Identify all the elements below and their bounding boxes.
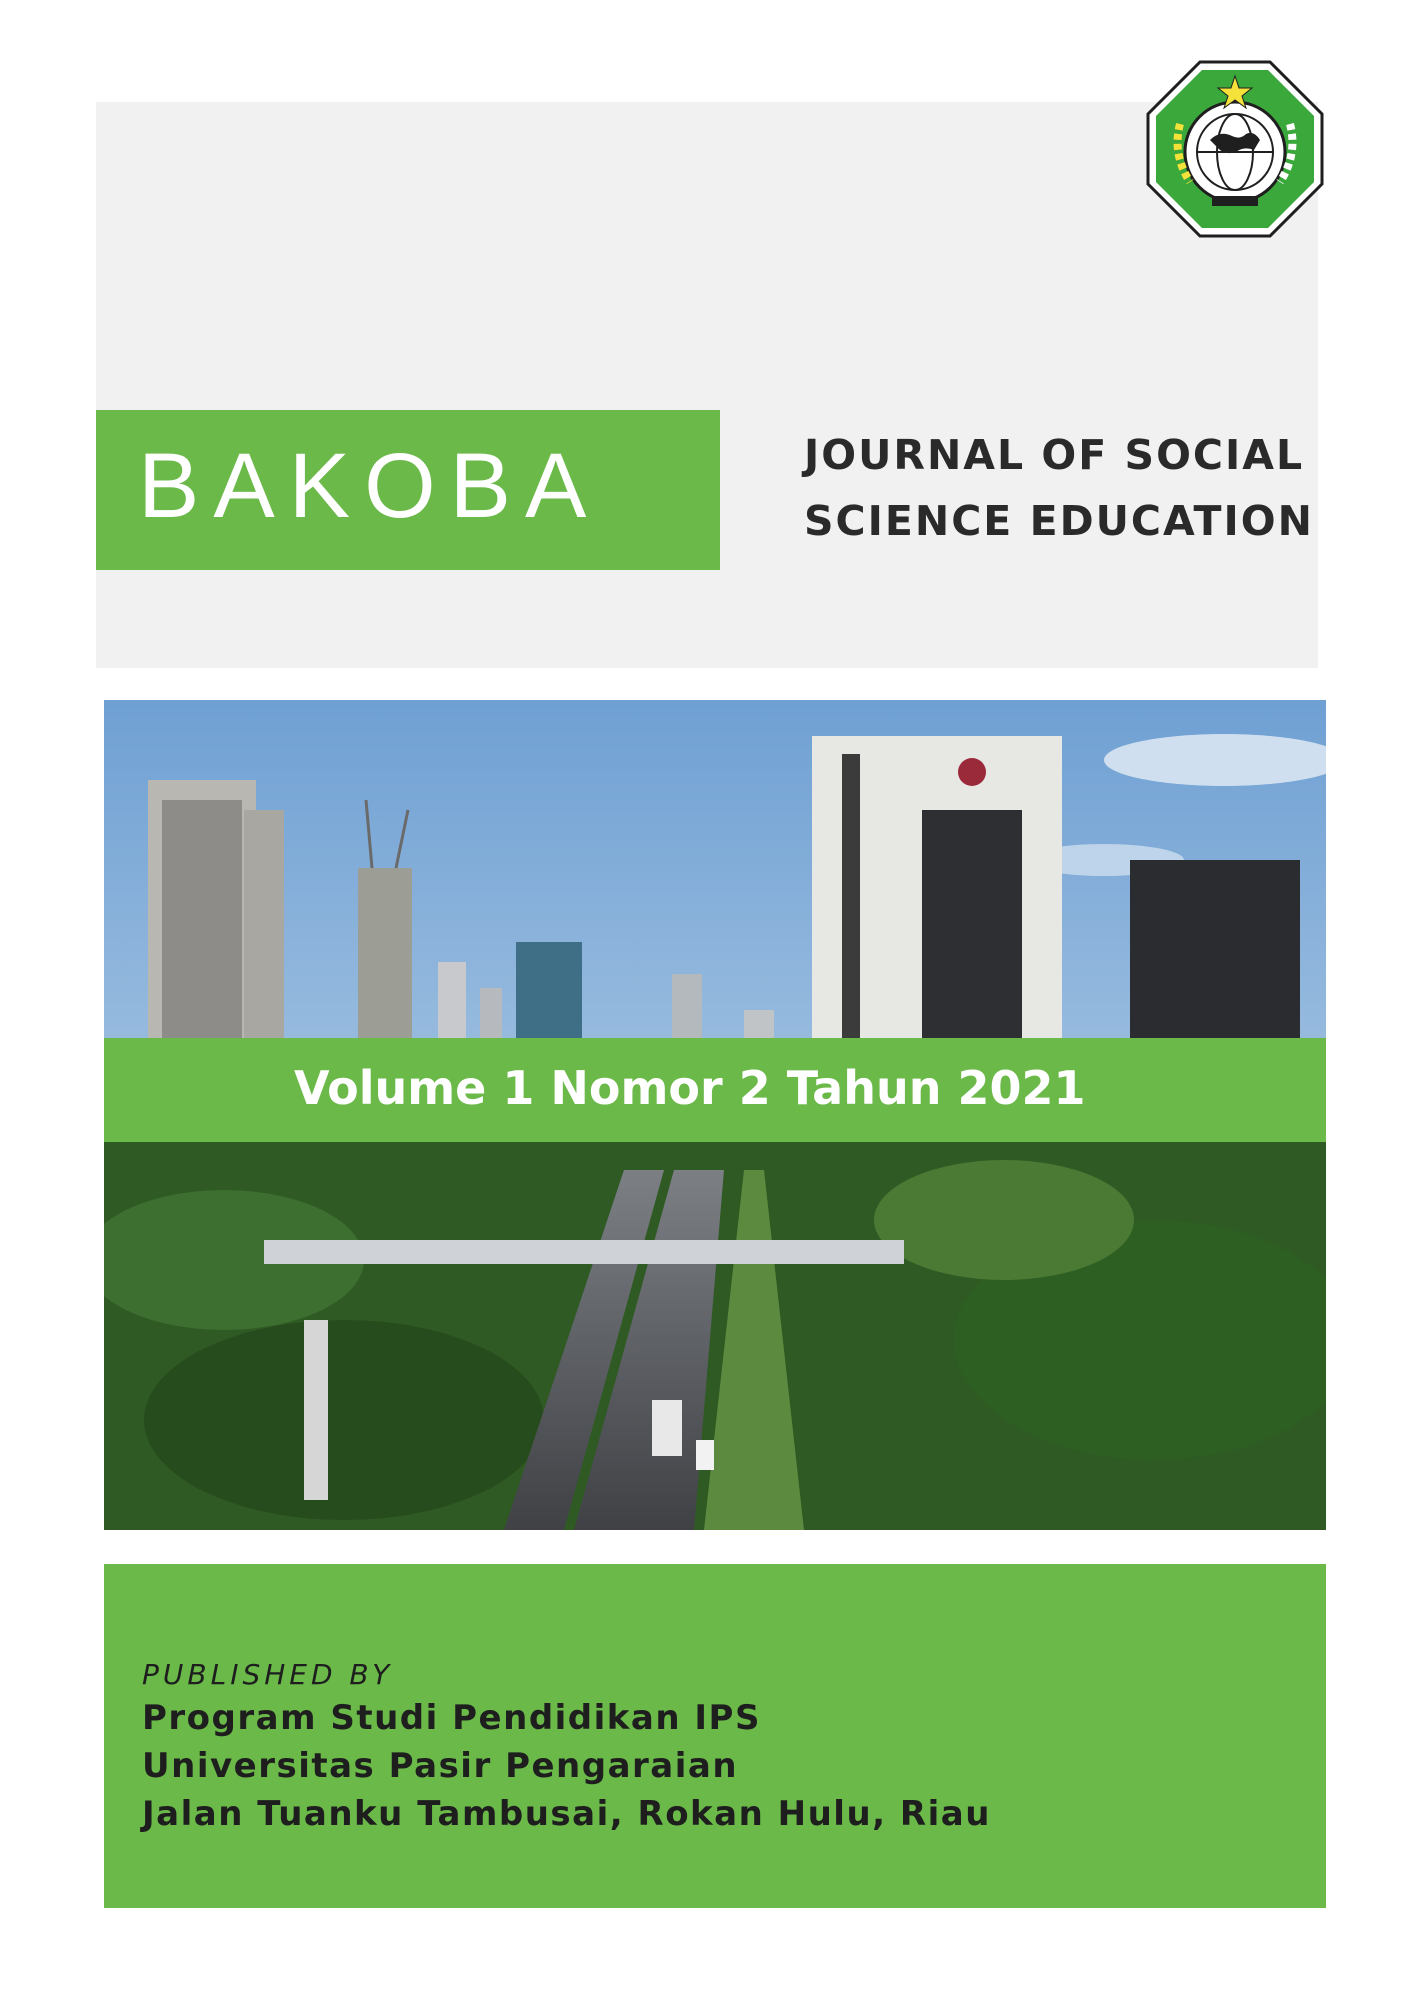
header-panel [96,102,1318,668]
university-seal-icon [1140,54,1330,244]
published-by-label: PUBLISHED BY [142,1658,394,1691]
publisher-university: Universitas Pasir Pengaraian [142,1746,739,1786]
subtitle-line: SCIENCE EDUCATION [804,497,1314,545]
issue-banner [104,1038,1326,1142]
publisher-box [104,1564,1326,1908]
publisher-address: Jalan Tuanku Tambusai, Rokan Hulu, Riau [142,1794,991,1834]
subtitle-line: JOURNAL OF SOCIAL [804,431,1305,479]
journal-title-bar [96,410,720,570]
journal-subtitle [804,422,1364,554]
journal-title: BAKOBA [138,435,601,537]
issue-label: Volume 1 Nomor 2 Tahun 2021 [294,1061,1086,1115]
publisher-department: Program Studi Pendidikan IPS [142,1698,761,1738]
